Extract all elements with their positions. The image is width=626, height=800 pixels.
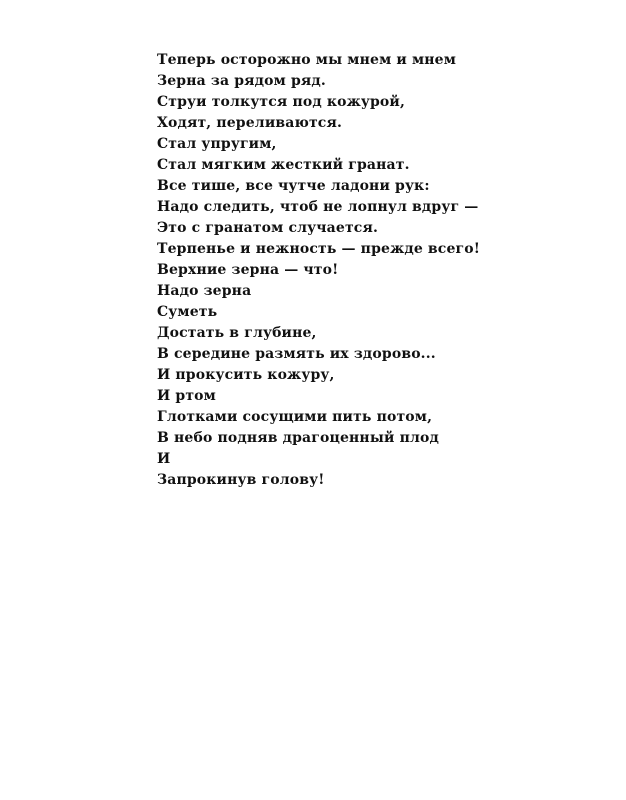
poem-line: Ходят, переливаются. — [157, 115, 342, 131]
poem-line: Струи толкутся под кожурой, — [157, 94, 405, 110]
poem-line: И прокусить кожуру, — [157, 367, 335, 383]
poem-line: Стал мягким жесткий гранат. — [157, 157, 410, 173]
poem-text — [157, 50, 480, 491]
poem-line: Надо зерна — [157, 283, 252, 299]
poem-line: Суметь — [157, 304, 218, 320]
poem-line: Достать в глубине, — [157, 325, 317, 341]
poem-line: В небо подняв драгоценный плод — [157, 430, 439, 446]
poem-line: Надо следить, чтоб не лопнул вдруг — — [157, 199, 479, 215]
poem-line: И ртом — [157, 388, 216, 404]
poem-line: Запрокинув голову! — [157, 472, 325, 488]
poem-line: Терпенье и нежность — прежде всего! — [157, 241, 481, 257]
poem-line: Это с гранатом случается. — [157, 220, 378, 236]
poem-line: Зерна за рядом ряд. — [157, 73, 326, 89]
poem-line: Все тише, все чутче ладони рук: — [157, 178, 430, 194]
poem-line: Теперь осторожно мы мнем и мнем — [157, 52, 457, 68]
poem-line: Стал упругим, — [157, 136, 277, 152]
poem-line: И — [157, 451, 171, 467]
poem-line: Глотками сосущими пить потом, — [157, 409, 433, 425]
poem-line: В середине размять их здорово... — [157, 346, 436, 362]
poem-line: Верхние зерна — что! — [157, 262, 339, 278]
